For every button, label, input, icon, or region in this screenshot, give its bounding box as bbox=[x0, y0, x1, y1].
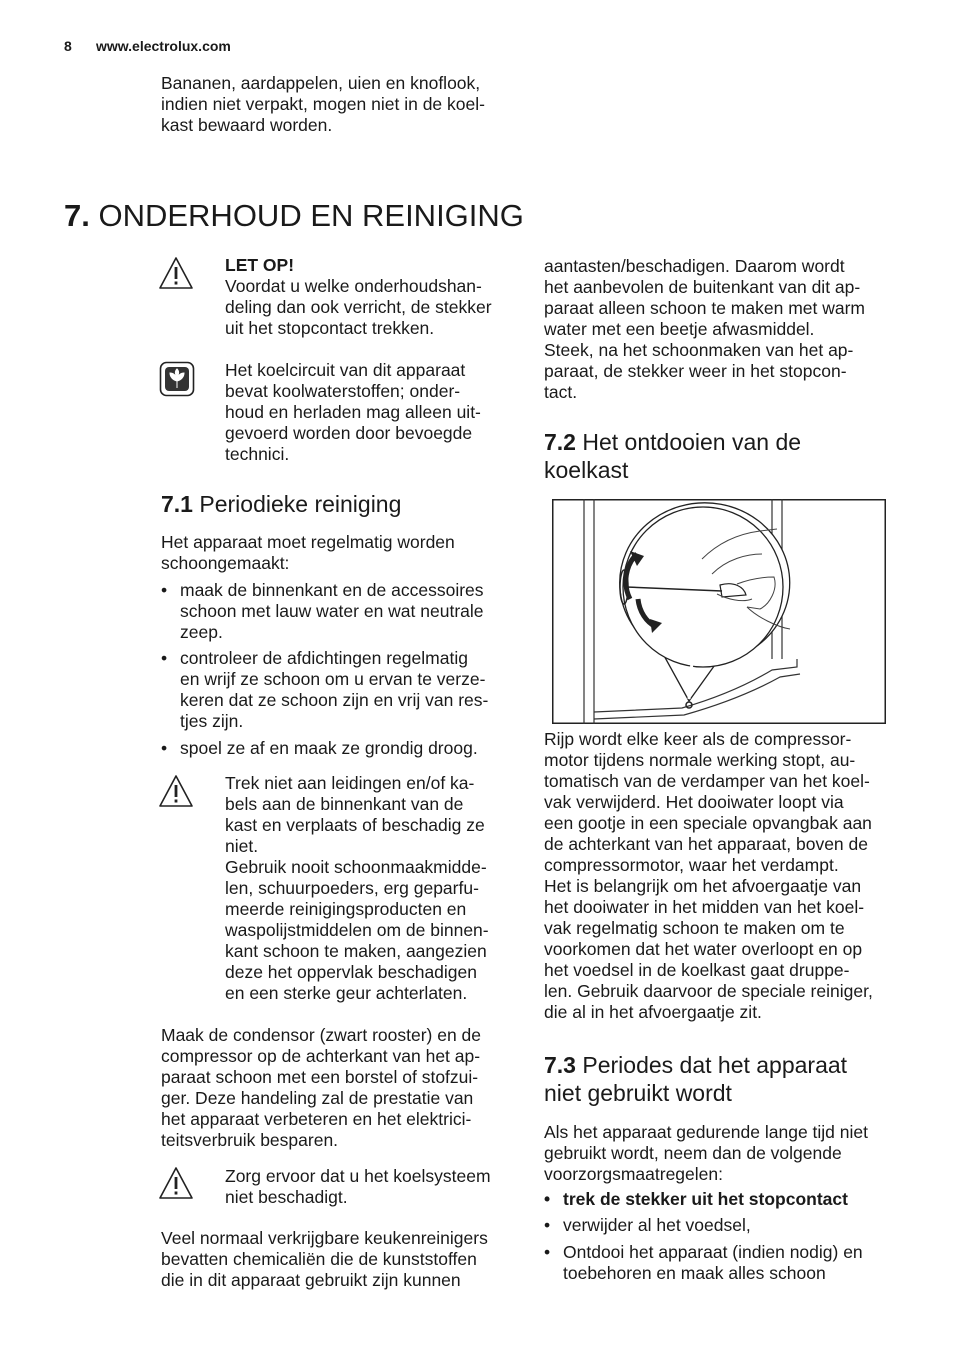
text-line: paraat schoon met een borstel of stofzui- bbox=[161, 1067, 479, 1087]
warning-title: LET OP! bbox=[225, 255, 295, 275]
text-line: Maak de condensor (zwart rooster) en de bbox=[161, 1025, 482, 1045]
environment-leaf-icon bbox=[159, 361, 195, 402]
text-line: gebruikt wordt, neem dan de volgende bbox=[544, 1143, 842, 1163]
text-line: het aanbevolen de buitenkant van dit ap- bbox=[544, 277, 861, 297]
section-title: koelkast bbox=[544, 457, 629, 483]
header-url: www.electrolux.com bbox=[96, 38, 231, 54]
cleaners-paragraph bbox=[161, 1228, 488, 1291]
warning-triangle-icon bbox=[158, 256, 194, 295]
text-line: kast bewaard worden. bbox=[161, 115, 333, 135]
text-line: Veel normaal verkrijgbare keukenreinigers bbox=[161, 1228, 488, 1248]
text-line: spoel ze af en maak ze grondig droog. bbox=[180, 738, 478, 758]
section-7-3-heading bbox=[544, 1051, 847, 1107]
chapter-title-text: ONDERHOUD EN REINIGING bbox=[98, 198, 524, 233]
text-line: Als het apparaat gedurende lange tijd niet bbox=[544, 1122, 868, 1142]
text-line: water met een beetje afwasmiddel. bbox=[544, 319, 815, 339]
text-line: technici. bbox=[225, 444, 290, 464]
list-item bbox=[161, 580, 521, 650]
text-line: Ontdooi het apparaat (indien nodig) en bbox=[563, 1242, 863, 1262]
warning-triangle-icon bbox=[158, 774, 194, 813]
list-item bbox=[544, 1215, 914, 1239]
text-line: bels aan de binnenkant van de bbox=[225, 794, 464, 814]
section-number: 7.3 bbox=[544, 1052, 576, 1078]
text-line: teitsverbruik besparen. bbox=[161, 1130, 339, 1150]
text-line: Het apparaat moet regelmatig worden bbox=[161, 532, 455, 552]
text-line: het dooiwater in het midden van het koel- bbox=[544, 897, 865, 917]
text-line: waspolijstmiddelen om de binnen- bbox=[225, 920, 489, 940]
bullet-icon: • bbox=[161, 738, 168, 758]
section-title: niet gebruikt wordt bbox=[544, 1080, 732, 1106]
text-line: voorkomen dat het water overloopt en op bbox=[544, 939, 863, 959]
text-line: Het koelcircuit van dit apparaat bbox=[225, 360, 466, 380]
text-line: verwijder al het voedsel, bbox=[563, 1215, 751, 1235]
condensor-paragraph bbox=[161, 1025, 481, 1151]
text-line: en een sterke geur achterlaten. bbox=[225, 983, 468, 1003]
text-line: Steek, na het schoonmaken van het ap- bbox=[544, 340, 854, 360]
bullet-icon: • bbox=[544, 1215, 551, 1235]
list-item bbox=[161, 648, 521, 738]
section-7-2-body bbox=[544, 729, 873, 1023]
text-line: keren dat ze schoon zijn en vrij van res- bbox=[180, 690, 489, 710]
section-number: 7.1 bbox=[161, 491, 193, 517]
text-line: houd en herladen mag alleen uit- bbox=[225, 402, 481, 422]
bullet-icon: • bbox=[544, 1189, 551, 1209]
text-line: voorzorgsmaatregelen: bbox=[544, 1164, 723, 1184]
text-line: schoon met lauw water en wat neutrale bbox=[180, 601, 484, 621]
text-line: het apparaat verbeteren en het elektrici- bbox=[161, 1109, 472, 1129]
section-title: Periodieke reiniging bbox=[199, 491, 402, 517]
text-line: toebehoren en maak alles schoon bbox=[563, 1263, 826, 1283]
text-line: uit het stopcontact trekken. bbox=[225, 318, 435, 338]
text-line: kant schoon te maken, aangezien bbox=[225, 941, 487, 961]
section-7-2-heading bbox=[544, 428, 801, 484]
text-line: vak regelmatig schoon te maken om te bbox=[544, 918, 845, 938]
text-line: zeep. bbox=[180, 622, 223, 642]
text-line: Het is belangrijk om het afvoergaatje van bbox=[544, 876, 862, 896]
text-line: compressormotor, waar het verdampt. bbox=[544, 855, 839, 875]
intro-paragraph bbox=[161, 73, 485, 136]
text-line: niet. bbox=[225, 836, 259, 856]
text-line: trek de stekker uit het stopcontact bbox=[563, 1189, 848, 1209]
warning-cooling-system bbox=[225, 1166, 491, 1208]
list-item bbox=[161, 738, 521, 762]
text-line: len, schuurpoeders, erg geparfu- bbox=[225, 878, 479, 898]
text-line: Gebruik nooit schoonmaakmidde- bbox=[225, 857, 487, 877]
warning-triangle-icon bbox=[158, 1166, 194, 1205]
section-7-1-heading bbox=[161, 490, 401, 518]
warning-let-op bbox=[225, 255, 492, 339]
section-7-3-intro bbox=[544, 1122, 868, 1185]
text-line: die in dit apparaat gebruikt zijn kunnen bbox=[161, 1270, 461, 1290]
text-line: len. Gebruik daarvoor de speciale reiniger, bbox=[544, 981, 873, 1001]
section-title: Het ontdooien van de bbox=[582, 429, 802, 455]
section-title: Periodes dat het apparaat bbox=[582, 1052, 848, 1078]
text-line: Zorg ervoor dat u het koelsysteem bbox=[225, 1166, 491, 1186]
chapter-number: 7. bbox=[64, 198, 90, 233]
bullet-icon: • bbox=[161, 580, 168, 600]
text-line: de achterkant van het apparaat, boven de bbox=[544, 834, 868, 854]
text-line: tomatisch van de verdamper van het koel- bbox=[544, 771, 870, 791]
text-line: Bananen, aardappelen, uien en knoflook, bbox=[161, 73, 481, 93]
text-line: ger. Deze handeling zal de prestatie van bbox=[161, 1088, 474, 1108]
text-line: controleer de afdichtingen regelmatig bbox=[180, 648, 468, 668]
right-continued-paragraph bbox=[544, 256, 865, 403]
text-line: Voordat u welke onderhoudshan- bbox=[225, 276, 482, 296]
text-line: deze het oppervlak beschadigen bbox=[225, 962, 477, 982]
defrost-cleaner-illustration bbox=[552, 499, 886, 724]
section-number: 7.2 bbox=[544, 429, 576, 455]
chapter-title bbox=[64, 196, 524, 236]
warning-cleaning bbox=[225, 773, 489, 1004]
environment-note bbox=[225, 360, 481, 465]
text-line: meerde reinigingsproducten en bbox=[225, 899, 467, 919]
text-line: Rijp wordt elke keer als de compressor- bbox=[544, 729, 852, 749]
bullet-icon: • bbox=[161, 648, 168, 668]
text-line: paraat alleen schoon te maken met warm bbox=[544, 298, 865, 318]
text-line: maak de binnenkant en de accessoires bbox=[180, 580, 484, 600]
list-item bbox=[544, 1242, 914, 1288]
text-line: kast en verplaats of beschadig ze bbox=[225, 815, 485, 835]
text-line: compressor op de achterkant van het ap- bbox=[161, 1046, 481, 1066]
text-line: paraat, de stekker weer in het stopcon- bbox=[544, 361, 847, 381]
page-number: 8 bbox=[64, 38, 72, 54]
text-line: vak verwijderd. Het dooiwater loopt via bbox=[544, 792, 844, 812]
text-line: die al in het afvoergaatje zit. bbox=[544, 1002, 762, 1022]
text-line: deling dan ook verricht, de stekker bbox=[225, 297, 492, 317]
text-line: schoongemaakt: bbox=[161, 553, 290, 573]
section-7-1-intro bbox=[161, 532, 455, 574]
text-line: een gootje in een speciale opvangbak aan bbox=[544, 813, 872, 833]
text-line: tjes zijn. bbox=[180, 711, 244, 731]
text-line: Trek niet aan leidingen en/of ka- bbox=[225, 773, 475, 793]
bullet-icon: • bbox=[544, 1242, 551, 1262]
text-line: gevoerd worden door bevoegde bbox=[225, 423, 473, 443]
list-item bbox=[544, 1189, 914, 1213]
text-line: bevatten chemicaliën die de kunststoffen bbox=[161, 1249, 477, 1269]
text-line: en wrijf ze schoon om u ervan te verze- bbox=[180, 669, 486, 689]
text-line: niet beschadigt. bbox=[225, 1187, 348, 1207]
text-line: het voedsel in de koelkast gaat druppe- bbox=[544, 960, 850, 980]
text-line: motor tijdens normale werking stopt, au- bbox=[544, 750, 856, 770]
text-line: tact. bbox=[544, 382, 578, 402]
text-line: aantasten/beschadigen. Daarom wordt bbox=[544, 256, 845, 276]
text-line: indien niet verpakt, mogen niet in de koel- bbox=[161, 94, 485, 114]
text-line: bevat koolwaterstoffen; onder- bbox=[225, 381, 461, 401]
